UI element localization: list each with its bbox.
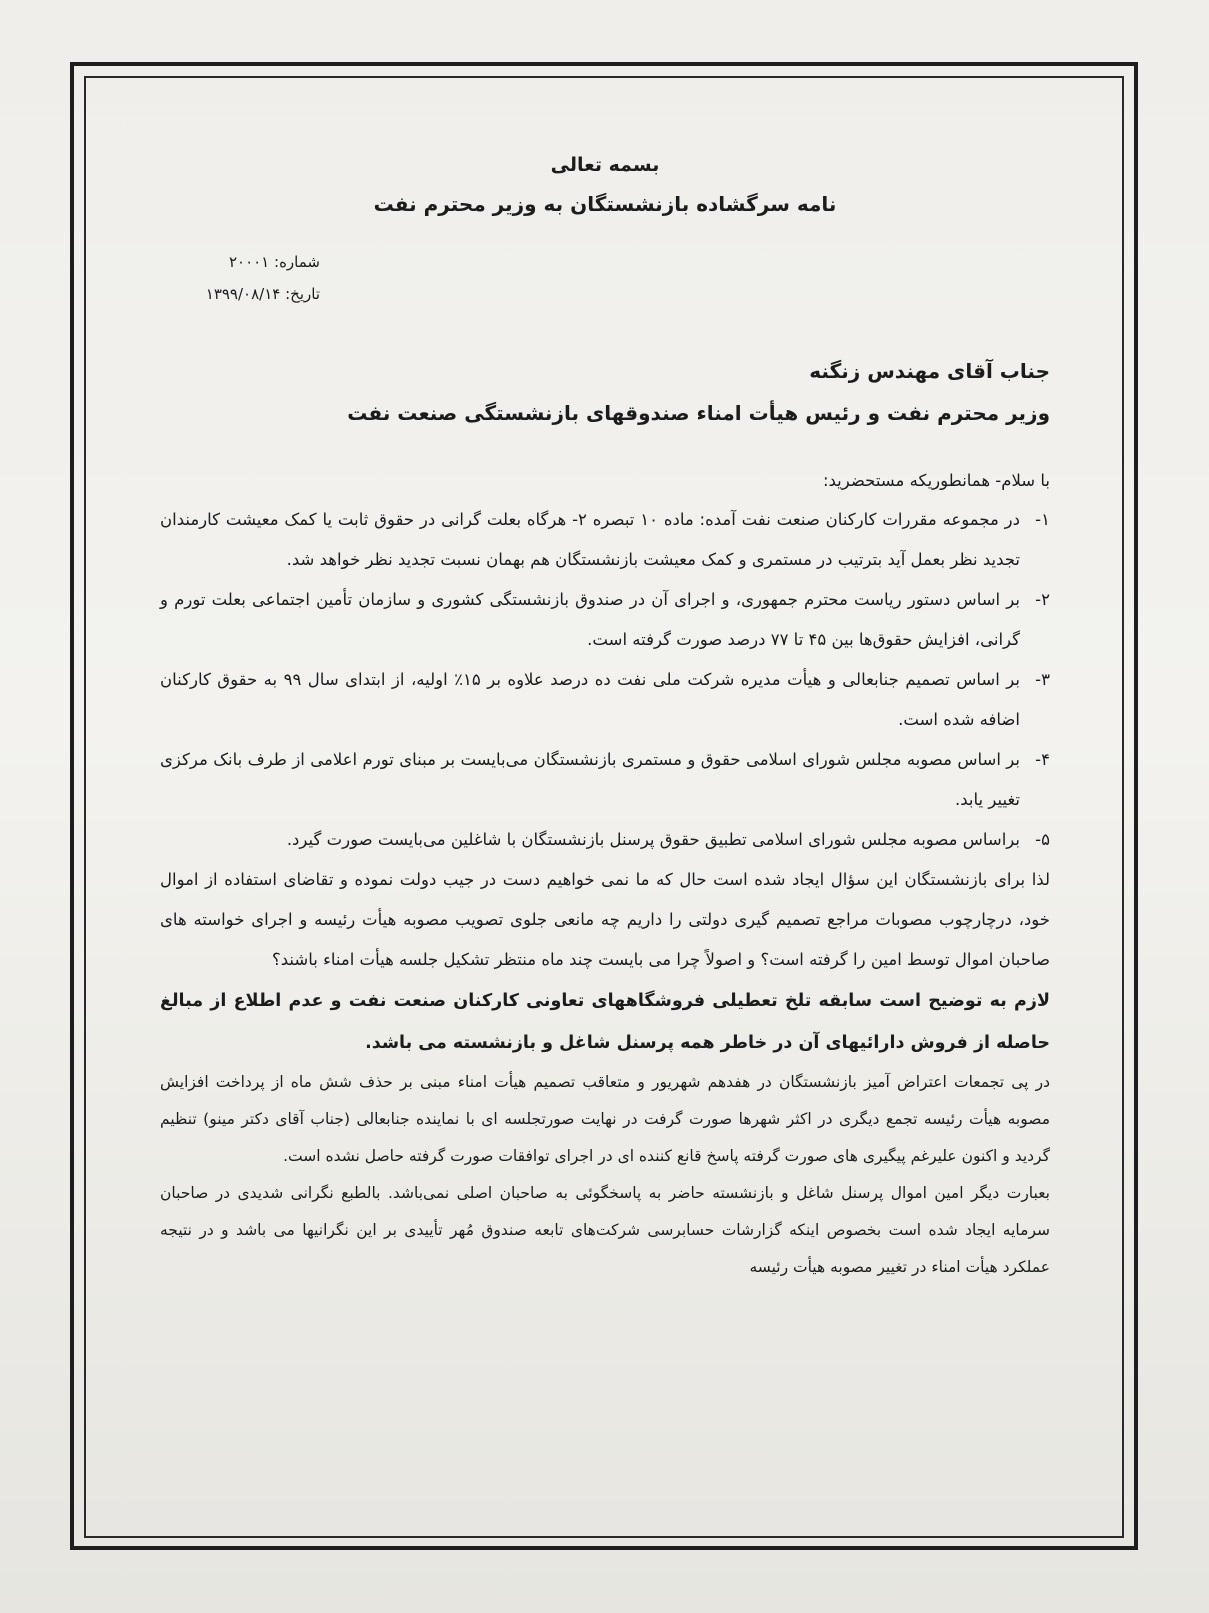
numbered-list xyxy=(160,500,1050,860)
list-item-number: ۱- xyxy=(1035,510,1050,529)
greeting: با سلام- همانطوریکه مستحضرید: xyxy=(822,471,1050,490)
letter-date: تاریخ: ۱۳۹۹/۰۸/۱۴ xyxy=(205,285,320,303)
list-item-number: ۵- xyxy=(1035,830,1050,849)
letter-number: شماره: ۲۰۰۰۱ xyxy=(228,253,320,271)
paragraph-question: لذا برای بازنشستگان این سؤال ایجاد شده است حال که ما نمی خواهیم دست در جیب دولت نموده و تقاضای استفاده از اموال خود، درچارچوب مصوبات مراجع تصمیم گیری دولتی را داریم چه مانعی جلوی تصویب مصوبه هیأت رئیسه و اجرای خواسته های صاحبان اموال توسط امین را گرفته است؟ و اصولاً چرا می بایست چند ماه منتظر تشکیل جلسه هیأت امناء باشند؟ xyxy=(160,870,1050,969)
letter-meta xyxy=(130,246,1050,310)
list-item-text: براساس مصوبه مجلس شورای اسلامی تطبیق حقوق پرسنل بازنشستگان با شاغلین می‌بایست صورت گیرد. xyxy=(286,830,1020,849)
list-item-text: بر اساس مصوبه مجلس شورای اسلامی حقوق و مستمری بازنشستگان می‌بایست بر مبنای تورم اعلامی از طرف بانک مرکزی تغییر یابد. xyxy=(160,750,1020,809)
list-item-text: بر اساس تصمیم جنابعالی و هیأت مدیره شرکت ملی نفت ده درصد علاوه بر ۱۵٪ اولیه، از ابتدای سال ۹۹ به حقوق کارکنان اضافه شده است. xyxy=(160,670,1020,729)
letter-heading: بسمه تعالی xyxy=(550,154,660,176)
list-item xyxy=(160,660,1050,740)
paragraph-trustee: بعبارت دیگر امین اموال پرسنل شاغل و بازنشسته حاضر به پاسخگوئی به صاحبان اصلی نمی‌باشد. بالطبع نگرانی شدیدی در صاحبان سرمایه ایجاد شده است بخصوص اینکه گزارشات حسابرسی شرکت‌های تابعه صندوق مُهر تأییدی بر این نگرانیها می باشد و در نتیجه عملکرد هیأت امناء در تغییر مصوبه هیأت رئیسه xyxy=(160,1184,1050,1276)
paragraph-protests: در پی تجمعات اعتراض آمیز بازنشستگان در هفدهم شهریور و متعاقب تصمیم هیأت امناء مبنی بر حذف شش ماه از پرداخت افزایش مصوبه هیأت رئیسه تجمع دیگری در اکثر شهرها صورت گرفت در نهایت صورتجلسه ای با نماینده جنابعالی (جناب آقای دکتر مینو) تنظیم گردید و اکنون علیرغم پیگیری های صورت گرفته پاسخ قانع کننده ای در اجرای توافقات صورت گرفته حاصل نشده است. xyxy=(160,1073,1050,1165)
addressee-block xyxy=(160,350,1050,434)
list-item-text: در مجموعه مقررات کارکنان صنعت نفت آمده: ماده ۱۰ تبصره ۲- هرگاه بعلت گرانی در حقوق ثابت یا کمک معیشت کارمندان تجدید نظر بعمل آید بترتیب در مستمری و کمک معیشت بازنشستگان هم بهمان نسبت تجدید نظر خواهد شد. xyxy=(160,510,1020,569)
list-item-number: ۲- xyxy=(1035,590,1050,609)
letter-body xyxy=(160,140,1050,1286)
list-item-number: ۳- xyxy=(1035,670,1050,689)
list-item-text: بر اساس دستور ریاست محترم جمهوری، و اجرای آن در صندوق بازنشستگی کشوری و سازمان تأمین اجتماعی بعلت تورم و گرانی، افزایش حقوق‌ها بین ۴۵ تا ۷۷ درصد صورت گرفته است. xyxy=(160,590,1020,649)
addressee-title: وزیر محترم نفت و رئیس هیأت امناء صندوقهای بازنشستگی صنعت نفت xyxy=(347,401,1050,425)
list-item xyxy=(160,740,1050,820)
letter-title: نامه سرگشاده بازنشستگان به وزیر محترم نفت xyxy=(373,192,837,216)
list-item xyxy=(160,820,1050,860)
addressee-name: جناب آقای مهندس زنگنه xyxy=(809,359,1050,383)
list-item xyxy=(160,580,1050,660)
list-item xyxy=(160,500,1050,580)
paragraph-cooperative-stores: لازم به توضیح است سابقه تلخ تعطیلی فروشگاههای تعاونی کارکنان صنعت نفت و عدم اطلاع از مبالغ حاصله از فروش دارائیهای آن در خاطر همه پرسنل شاغل و بازنشسته می باشد. xyxy=(160,991,1050,1053)
list-item-number: ۴- xyxy=(1035,750,1050,769)
